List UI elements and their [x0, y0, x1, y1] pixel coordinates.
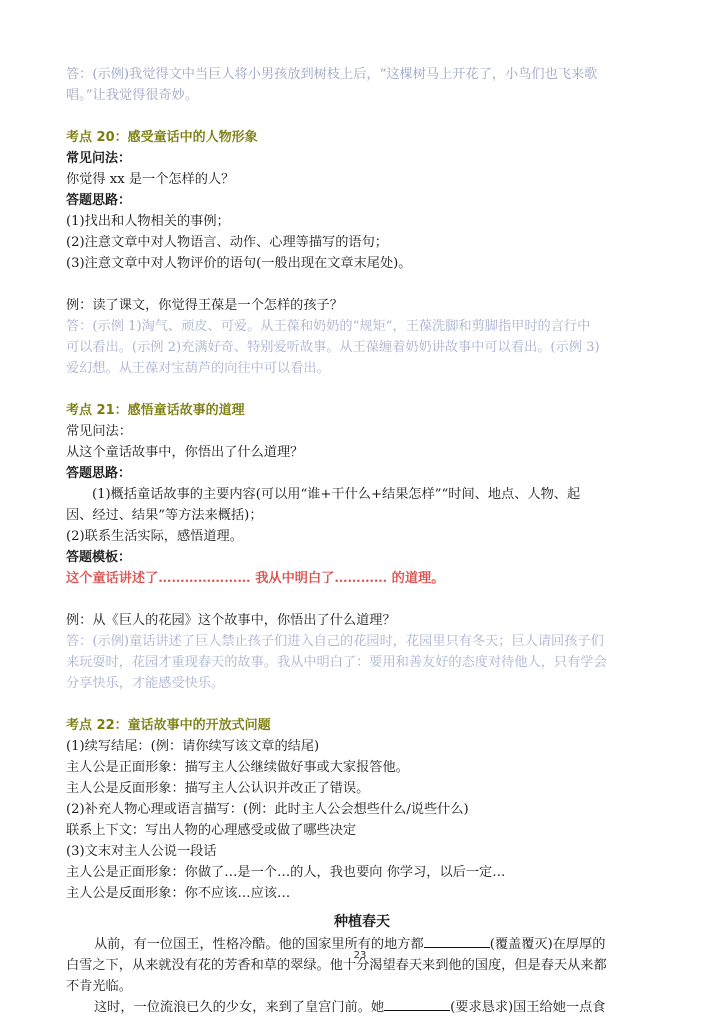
section-21-idea-1-line-2: 因、经过、结果”等方法来概括)；	[66, 508, 263, 523]
story-p2-text-b: (要求恳求)国王给她一点食	[450, 1000, 606, 1015]
section-20-answer-line-3: 爱幻想。从王葆对宝葫芦的向往中可以看出。	[66, 361, 330, 376]
section-20-question-text: 你觉得 xx 是一个怎样的人？	[66, 172, 235, 187]
story-paragraph-1-line-3: 不肯光临。	[66, 979, 132, 994]
story-p2-text-a: 这时，一位流浪已久的少女，来到了皇宫门前。她	[94, 1000, 385, 1015]
section-21-example-question: 例：从《巨人的花园》这个故事中，你悟出了什么道理？	[66, 613, 396, 628]
spacer	[66, 379, 658, 400]
section-21-idea-1-line-1: (1)概括童话故事的主要内容(可以用“谁+干什么+结果怎样”“时间、地点、人物、起	[92, 487, 581, 502]
story-paragraph-2-line-1	[66, 997, 658, 1018]
section-20-idea-1: (1)找出和人物相关的事例；	[66, 214, 230, 229]
section-21-question-label: 常见问法：	[66, 424, 132, 439]
section-21-answer-line-3: 分享快乐，才能感受快乐。	[66, 676, 225, 691]
section-22-line-5: 联系上下文：写出人物的心理感受或做了哪些决定	[66, 823, 357, 838]
story-p1-text-a: 从前，有一位国王，性格冷酷。他的国家里所有的地方都	[94, 937, 424, 952]
section-22-line-6: (3)文末对主人公说一段话	[66, 844, 217, 859]
top-answer-line-1: 答：(示例)我觉得文中当巨人将小男孩放到树枝上后，“这棵树马上开花了，小鸟们也飞来歌	[66, 67, 598, 82]
spacer	[66, 106, 658, 127]
section-20-answer-line-1: 答：(示例 1)淘气、顽皮、可爱。从王葆和奶奶的“规矩”，王葆洗脚和剪脚指甲时的言行中	[66, 319, 591, 334]
fill-blank-2[interactable]	[384, 998, 450, 1011]
section-21-answer-line-2: 来玩耍时，花园才重现春天的故事。我从中明白了：要用和善友好的态度对待他人，只有学会	[66, 655, 607, 670]
spacer	[66, 589, 658, 610]
spacer	[66, 694, 658, 715]
section-20-idea-label: 答题思路：	[66, 193, 132, 208]
section-20-answer-line-2: 可以看出。(示例 2)充满好奇、特别爱听故事。从王葆缠着奶奶讲故事中可以看出。(示例 3)	[66, 340, 600, 355]
section-22-line-7: 主人公是正面形象：你做了…是一个…的人，我也要向 你学习，以后一定…	[66, 865, 506, 880]
story-paragraph-1-line-2: 白雪之下，从来就没有花的芳香和草的翠绿。他十分渴望春天来到他的国度，但是春天从来都	[66, 958, 607, 973]
section-21-idea-label: 答题思路：	[66, 466, 132, 481]
section-20-example-question: 例：读了课文，你觉得王葆是一个怎样的孩子？	[66, 298, 343, 313]
story-title: 种植春天	[334, 914, 390, 930]
spacer	[66, 274, 658, 295]
section-22-line-2: 主人公是正面形象：描写主人公继续做好事或大家报答他。	[66, 760, 409, 775]
section-22-line-8: 主人公是反面形象：你不应该…应该…	[66, 886, 291, 901]
section-22-title: 考点 22：童话故事中的开放式问题	[66, 718, 271, 733]
story-p1-text-b: (覆盖覆灭)在厚厚的	[489, 937, 606, 952]
section-22-line-4: (2)补充人物心理或语言描写：(例：此时主人公会想些什么/说些什么)	[66, 802, 469, 817]
section-20-question-label: 常见问法：	[66, 151, 132, 166]
page-number: 23	[353, 950, 367, 961]
top-answer-line-2: 唱。”让我觉得很奇妙。	[66, 88, 199, 103]
section-21-question-text: 从这个童话故事中，你悟出了什么道理？	[66, 445, 304, 460]
section-21-answer-line-1: 答：(示例)童话讲述了巨人禁止孩子们进入自己的花园时，花园里只有冬天；巨人请回孩子们	[66, 634, 604, 649]
section-21-template-label: 答题模板：	[66, 550, 132, 565]
section-21-template-text: 这个童话讲述了………………… 我从中明白了………… 的道理。	[66, 571, 445, 586]
section-20-idea-2: (2)注意文章中对人物语言、动作、心理等描写的语句；	[66, 235, 388, 250]
section-20-idea-3: (3)注意文章中对人物评价的语句(一般出现在文章末尾处)。	[66, 256, 412, 271]
section-21-title: 考点 21：感悟童话故事的道理	[66, 403, 245, 418]
fill-blank-1[interactable]	[424, 935, 490, 948]
section-22-line-1: (1)续写结尾：(例：请你续写该文章的结尾)	[66, 739, 320, 754]
section-21-idea-2: (2)联系生活实际，感悟道理。	[66, 529, 243, 544]
section-20-title: 考点 20：感受童话中的人物形象	[66, 130, 258, 145]
section-22-line-3: 主人公是反面形象：描写主人公认识并改正了错误。	[66, 781, 370, 796]
